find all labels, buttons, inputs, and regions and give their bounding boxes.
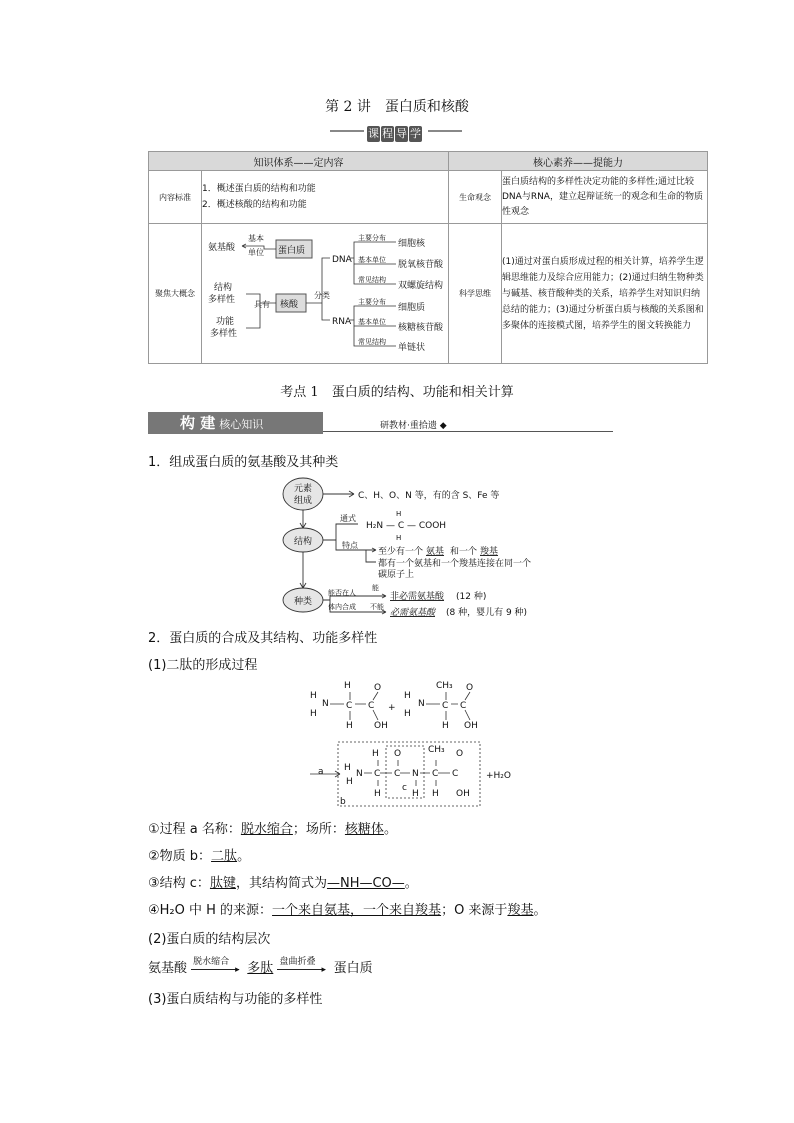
svg-text:CH₃: CH₃ xyxy=(428,745,445,755)
cm-amino: 氨基酸 xyxy=(208,243,236,253)
structure-levels xyxy=(148,957,373,976)
cm-unit: 单位 xyxy=(248,248,264,257)
cm-diversity: 多样性 xyxy=(208,295,236,305)
svg-text:OH: OH xyxy=(374,721,388,731)
aa-formula: H₂N — C — COOH xyxy=(366,521,447,531)
item-4-end: 。 xyxy=(533,903,547,918)
item-1 xyxy=(148,818,397,837)
aa-essential: 必需氨基酸 xyxy=(390,608,436,618)
cm-deoxy: 脱氧核苷酸 xyxy=(398,260,444,270)
concept-map xyxy=(202,224,448,360)
standard-item: 1．概述蛋白质的结构和功能 xyxy=(202,184,316,194)
build-core-banner xyxy=(148,412,468,434)
aa-cannot: 不能 xyxy=(370,603,384,611)
build-small: 核心知识 xyxy=(219,418,264,431)
cm-cytoplasm: 细胞质 xyxy=(398,303,426,313)
aa-feature1-a: 至少有一个 xyxy=(378,547,424,557)
svg-text:H: H xyxy=(432,789,439,799)
standard-item: 2．概述核酸的结构和功能 xyxy=(202,200,307,210)
overview-head-left: 知识体系——定内容 xyxy=(149,152,449,171)
cm-basic-unit2: 基本单位 xyxy=(358,318,386,326)
cm-main-dist2: 主要分布 xyxy=(358,298,386,306)
heading-2-2: (2)蛋白质的结构层次 xyxy=(148,932,271,947)
svg-text:H: H xyxy=(310,691,317,701)
svg-text:H: H xyxy=(346,721,353,731)
svg-text:C: C xyxy=(346,701,353,711)
cm-single: 单链状 xyxy=(398,343,426,353)
item-4-answer-b: 羧基 xyxy=(507,903,534,918)
arrow-head-icon: ▸ xyxy=(235,964,240,975)
svg-text:H: H xyxy=(404,691,411,701)
build-big: 构 建 xyxy=(180,414,216,432)
svg-text:H: H xyxy=(396,534,402,542)
banner-char: 课 xyxy=(368,127,379,140)
cm-nucleic: 核酸 xyxy=(280,300,299,310)
svg-text:C: C xyxy=(394,769,401,779)
svg-text:H: H xyxy=(442,721,449,731)
cm-basic: 基本 xyxy=(248,234,264,243)
item-1-answer-a: 脱水缩合 xyxy=(240,822,293,837)
aa-kind: 种类 xyxy=(294,597,313,607)
cm-common: 常见结构 xyxy=(358,276,386,284)
item-2-end: 。 xyxy=(237,849,251,864)
banner-char: 程 xyxy=(382,127,393,140)
big-concept-label: 聚焦大概念 xyxy=(149,224,202,364)
aa-elements-text: C、H、O、N 等，有的含 S、Fe 等 xyxy=(358,491,500,501)
item-4-pre: ④H₂O 中 H 的来源： xyxy=(148,903,273,918)
heading-2-1: (1)二肽的形成过程 xyxy=(148,658,258,673)
aa-essential-n: (8 种，婴儿有 9 种) xyxy=(446,608,528,618)
banner-char: 学 xyxy=(410,127,421,140)
aa-can: 能 xyxy=(372,584,379,592)
cm-func: 功能 xyxy=(216,317,235,327)
item-2-pre: ②物质 b： xyxy=(148,849,212,864)
svg-text:OH: OH xyxy=(464,721,478,731)
cm-rna: RNA xyxy=(332,317,352,327)
cm-has: 具有 xyxy=(254,300,270,309)
build-tag: 研教材·重拾遗 ◆ xyxy=(380,421,447,431)
svg-text:H: H xyxy=(372,749,379,759)
banner-char: 导 xyxy=(396,127,407,140)
cm-basic-unit: 基本单位 xyxy=(358,256,386,264)
item-4-answer-a: 一个来自氨基，一个来自羧基 xyxy=(272,903,442,918)
item-3-mid: ，其结构简式为 xyxy=(235,876,327,891)
aa-feature1-b: 氨基 xyxy=(426,547,445,557)
level-amino: 氨基酸 xyxy=(148,961,188,976)
svg-text:C: C xyxy=(432,769,439,779)
cm-struct: 结构 xyxy=(214,283,233,293)
level-protein: 蛋白质 xyxy=(333,961,373,976)
aa-can-synth: 能否在人 xyxy=(328,589,356,597)
heading-2: 2．蛋白质的合成及其结构、功能多样性 xyxy=(148,631,378,646)
dipeptide-diagram xyxy=(300,676,530,810)
cm-ribo: 核糖核苷酸 xyxy=(398,323,444,333)
item-3-pre: ③结构 c： xyxy=(148,876,210,891)
cm-main-dist: 主要分布 xyxy=(358,234,386,242)
aa-formula-label: 通式 xyxy=(340,514,356,523)
item-1-end: 。 xyxy=(383,822,397,837)
cm-protein: 蛋白质 xyxy=(278,246,306,256)
level-arrow2-label: 盘曲折叠 xyxy=(279,956,316,967)
svg-text:C: C xyxy=(460,701,467,711)
level-arrow1-label: 脱水缩合 xyxy=(193,956,230,967)
svg-text:H: H xyxy=(396,510,402,518)
arrow-a-label: a xyxy=(318,767,324,777)
aa-feature1-d: 羧基 xyxy=(480,547,499,557)
svg-text:N: N xyxy=(356,769,363,779)
svg-text:O: O xyxy=(374,683,382,693)
overview-table xyxy=(148,151,708,364)
svg-text:C: C xyxy=(374,769,381,779)
plus-sign: + xyxy=(388,703,396,713)
cm-dna: DNA xyxy=(332,255,352,265)
science-thinking-text: (1)通过对蛋白质形成过程的相关计算，培养学生逻辑思维能力及综合应用能力；(2)通过归纳生物种类与碱基、核苷酸种类的关系，培养学生对知识归纳总结的能力；(3)通过分析蛋白质与核酸的关系图和多聚体的连接模式图，培养学生的图文转换能力 xyxy=(502,224,708,364)
label-b: b xyxy=(340,797,346,807)
aa-feature: 特点 xyxy=(342,541,358,550)
svg-text:H: H xyxy=(412,789,419,799)
svg-text:H: H xyxy=(346,777,353,787)
life-concept-label: 生命观念 xyxy=(449,171,502,224)
svg-text:O: O xyxy=(466,683,474,693)
svg-text:H: H xyxy=(344,681,351,691)
course-guide-banner xyxy=(330,121,464,141)
svg-text:O: O xyxy=(456,749,464,759)
item-4-mid: ；O 来源于 xyxy=(441,903,508,918)
item-2-answer: 二肽 xyxy=(211,849,238,864)
aa-nonessential: 非必需氨基酸 xyxy=(390,592,445,602)
svg-text:H: H xyxy=(310,709,317,719)
section-heading: 考点 1 蛋白质的结构、功能和相关计算 xyxy=(280,385,514,400)
item-1-pre: ①过程 a 名称： xyxy=(148,822,241,837)
aa-feature1-c: 和一个 xyxy=(450,547,478,557)
item-3-answer-b: —NH—CO— xyxy=(326,876,405,891)
cm-common2: 常见结构 xyxy=(358,338,386,346)
svg-text:O: O xyxy=(394,749,402,759)
svg-text:N: N xyxy=(418,699,425,709)
life-concept-text: 蛋白质结构的多样性决定功能的多样性;通过比较DNA与RNA，建立起辩证统一的观念和生命的物质性观念 xyxy=(502,171,708,224)
svg-text:H: H xyxy=(404,709,411,719)
aa-feature2: 都有一个氨基和一个羧基连接在同一个 xyxy=(378,559,532,569)
label-c: c xyxy=(402,783,407,793)
aa-feature2b: 碳原子上 xyxy=(378,570,415,580)
cm-diversity2: 多样性 xyxy=(210,329,238,339)
svg-text:N: N xyxy=(412,769,419,779)
aa-elements2: 组成 xyxy=(294,496,313,506)
cm-classify: 分类 xyxy=(314,291,330,300)
content-standard-label: 内容标准 xyxy=(149,171,202,224)
arrow-head-icon: ▸ xyxy=(321,964,326,975)
item-2 xyxy=(148,845,250,864)
level-peptide: 多肽 xyxy=(247,961,274,976)
cm-nucleus: 细胞核 xyxy=(398,239,426,249)
item-1-mid: ；场所： xyxy=(292,822,345,837)
page-title: 第 2 讲 蛋白质和核酸 xyxy=(325,99,469,115)
heading-2-3: (3)蛋白质结构与功能的多样性 xyxy=(148,992,323,1007)
ch3-label: CH₃ xyxy=(436,681,453,691)
item-1-answer-b: 核糖体 xyxy=(344,822,384,837)
item-3-answer-a: 肽键 xyxy=(209,876,236,891)
heading-1: 1．组成蛋白质的氨基酸及其种类 xyxy=(148,455,339,470)
aa-elements: 元素 xyxy=(294,484,313,494)
science-thinking-label: 科学思维 xyxy=(449,224,502,364)
h2o-label: +H₂O xyxy=(486,771,512,781)
amino-acid-diagram xyxy=(280,474,550,620)
item-3 xyxy=(148,872,418,891)
aa-nonessential-n: (12 种) xyxy=(456,592,487,602)
aa-in-body: 体内合成 xyxy=(328,603,356,611)
svg-text:C: C xyxy=(368,701,375,711)
cm-helix: 双螺旋结构 xyxy=(398,281,444,291)
svg-text:H: H xyxy=(374,789,381,799)
aa-structure: 结构 xyxy=(294,537,313,547)
svg-text:C: C xyxy=(442,701,449,711)
svg-text:OH: OH xyxy=(456,789,470,799)
svg-text:H: H xyxy=(344,763,351,773)
overview-head-right: 核心素养——提能力 xyxy=(449,152,708,171)
item-3-end: 。 xyxy=(404,876,418,891)
item-4 xyxy=(148,899,546,918)
svg-text:C: C xyxy=(452,769,459,779)
svg-text:N: N xyxy=(322,699,329,709)
